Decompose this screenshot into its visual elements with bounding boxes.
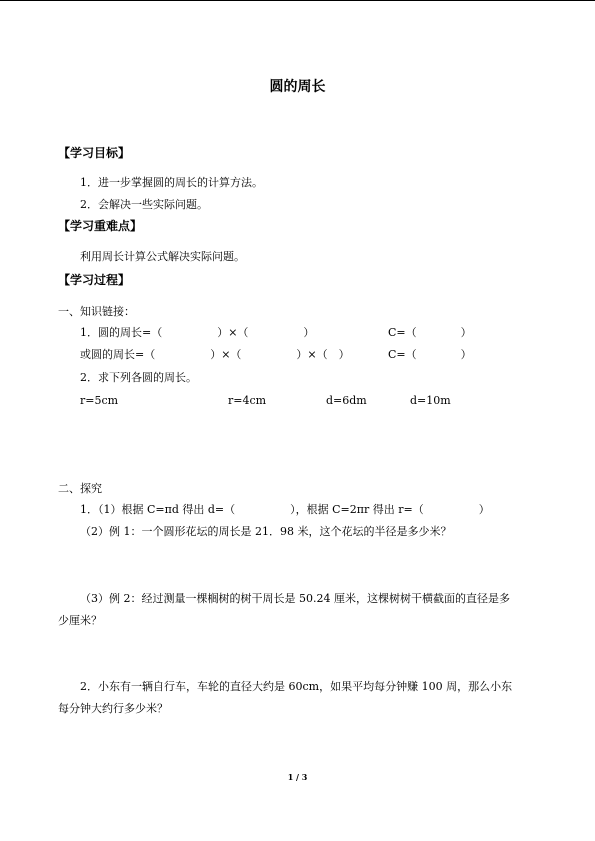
page-top-rule: [0, 0, 595, 1]
circle-item-4: d=10m: [410, 394, 451, 407]
goals-heading: 【学习目标】: [58, 146, 131, 160]
goal-1: 1．进一步掌握圆的周长的计算方法。: [80, 176, 263, 189]
part2-heading: 二、探究: [58, 482, 102, 495]
part1-q1b-right: C=（ ）: [388, 348, 472, 361]
part1-q1-right: C=（ ）: [388, 326, 472, 339]
difficulty-heading: 【学习重难点】: [58, 219, 143, 233]
circle-item-1: r=5cm: [80, 394, 119, 407]
page-title: 圆的周长: [269, 79, 326, 95]
part1-q2: 2．求下列各圆的周长。: [80, 371, 197, 384]
part1-heading: 一、知识链接：: [58, 305, 135, 318]
part2-q1-3-line1: （3）例 2：经过测量一棵榈树的树干周长是 50.24 厘米，这棵树树干横截面的直径是多: [80, 592, 510, 605]
part2-q2-line2: 每分钟大约行多少米？: [58, 702, 168, 715]
difficulty-text: 利用周长计算公式解决实际问题。: [80, 250, 245, 263]
process-heading: 【学习过程】: [58, 273, 131, 287]
part2-q1: 1．（1）根据 C=πd 得出 d=（ ），根据 C=2πr 得出 r=（ ）: [80, 503, 490, 516]
part2-q1-2: （2）例 1：一个圆形花坛的周长是 21．98 米，这个花坛的半径是多少米？: [80, 525, 452, 538]
goal-2: 2．会解决一些实际问题。: [80, 198, 208, 211]
page-number: 1 / 3: [287, 772, 308, 782]
part2-q2-line1: 2．小东有一辆自行车，车轮的直径大约是 60cm，如果平均每分钟赚 100 周，那么小东: [80, 680, 513, 693]
part2-q1-3-line2: 少厘米？: [58, 614, 102, 627]
circle-item-3: d=6dm: [326, 394, 367, 407]
circle-item-2: r=4cm: [228, 394, 267, 407]
part1-q1-left: 1．圆的周长=（ ）×（ ）: [80, 326, 315, 339]
part1-q1b-left: 或圆的周长=（ ）×（ ）×（ ）: [80, 348, 350, 361]
